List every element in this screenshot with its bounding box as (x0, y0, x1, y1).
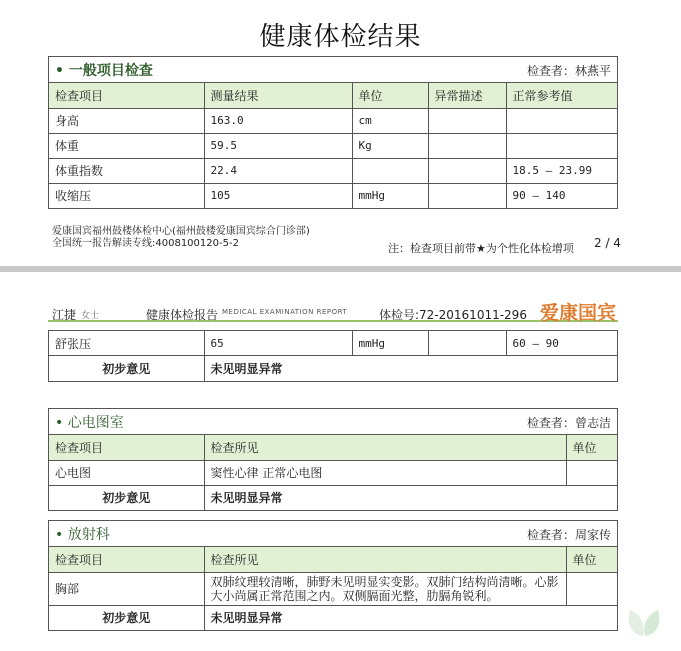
opinion-row (49, 485, 617, 510)
radiology-title: • 放射科 (55, 527, 110, 543)
reference-cell (506, 108, 617, 133)
item-cell: 胸部 (49, 572, 204, 605)
col-header-item: 检查项目 (49, 83, 204, 108)
exam-number: 体检号:72-20161011-296 (379, 308, 527, 322)
patient-gender: 女士 (81, 311, 100, 321)
radiology-table (49, 547, 617, 630)
item-cell: 体重 (49, 133, 204, 158)
unit-cell: mmHg (352, 183, 428, 208)
unit-cell: Kg (352, 133, 428, 158)
result-cell: 105 (204, 183, 352, 208)
radiology-header (49, 521, 617, 547)
patient-name: 江捷 (52, 308, 77, 322)
abnormal-cell (428, 108, 506, 133)
item-cell: 收缩压 (49, 183, 204, 208)
result-cell: 22.4 (204, 158, 352, 183)
finding-cell: 双肺纹理较清晰，肺野未见明显实变影。双肺门结构尚清晰。心影大小尚属正常范围之内。双侧膈面光整，肋膈角锐利。 (204, 572, 566, 605)
ecg-title: • 心电图室 (55, 415, 124, 431)
radiology-examiner: 检查者：周家传 (526, 528, 611, 542)
general-exam-continued (48, 330, 618, 382)
ecg-section (48, 408, 618, 511)
ecg-examiner: 检查者：曾志洁 (526, 416, 611, 430)
opinion-value: 未见明显异常 (204, 356, 617, 381)
col-header-abnormal: 异常描述 (428, 83, 506, 108)
unit-cell (352, 158, 428, 183)
page-title: 健康体检结果 (259, 22, 422, 52)
brand-logo: 爱康国宾 (539, 302, 616, 324)
general-exam-section (48, 56, 618, 209)
general-exam-table (49, 83, 617, 208)
report-title-en: MEDICAL EXAMINATION REPORT (222, 308, 348, 316)
table-row (49, 331, 617, 356)
abnormal-cell (428, 183, 506, 208)
opinion-row (49, 605, 617, 630)
footer-note: 注：检查项目前带★为个性化体检增项 (388, 242, 574, 255)
table-row (49, 108, 617, 133)
unit-cell: cm (352, 108, 428, 133)
footer-center-info (52, 226, 310, 250)
item-cell: 身高 (49, 108, 204, 133)
footer-hotline: 全国统一报告解读专线:4008100120-5-2 (52, 238, 239, 249)
general-exam-header (49, 57, 617, 83)
reference-cell: 60 — 90 (506, 331, 617, 356)
result-cell: 65 (204, 331, 352, 356)
general-exam-title: • 一般项目检查 (55, 63, 153, 79)
reference-cell: 90 — 140 (506, 183, 617, 208)
report-title: 健康体检报告 (146, 308, 219, 322)
general-cont-table (49, 330, 617, 381)
unit-cell (566, 572, 617, 605)
item-cell: 体重指数 (49, 158, 204, 183)
col-header-unit: 单位 (566, 547, 617, 572)
opinion-label: 初步意见 (49, 356, 204, 381)
opinion-value: 未见明显异常 (204, 605, 617, 630)
opinion-row (49, 356, 617, 381)
ecg-table (49, 435, 617, 510)
page-number: 2 / 4 (594, 236, 621, 250)
finding-cell: 窦性心律 正常心电图 (204, 460, 566, 485)
abnormal-cell (428, 331, 506, 356)
general-examiner: 检查者：林燕平 (526, 64, 611, 78)
col-header-result: 测量结果 (204, 83, 352, 108)
ecg-header (49, 409, 617, 435)
item-cell: 舒张压 (49, 331, 204, 356)
leaf-logo-icon (624, 604, 664, 638)
unit-cell (566, 460, 617, 485)
result-cell: 163.0 (204, 108, 352, 133)
footer-center-name: 爱康国宾福州鼓楼体检中心(福州鼓楼爱康国宾综合门诊部) (52, 226, 310, 237)
col-header-item: 检查项目 (49, 435, 204, 460)
col-header-finding: 检查所见 (204, 547, 566, 572)
opinion-value: 未见明显异常 (204, 485, 617, 510)
abnormal-cell (428, 133, 506, 158)
reference-cell: 18.5 — 23.99 (506, 158, 617, 183)
result-cell: 59.5 (204, 133, 352, 158)
reference-cell (506, 133, 617, 158)
table-row (49, 460, 617, 485)
unit-cell: mmHg (352, 331, 428, 356)
report-header (48, 296, 618, 322)
col-header-item: 检查项目 (49, 547, 204, 572)
opinion-label: 初步意见 (49, 485, 204, 510)
col-header-finding: 检查所见 (204, 435, 566, 460)
table-row (49, 158, 617, 183)
col-header-unit: 单位 (352, 83, 428, 108)
radiology-section (48, 520, 618, 631)
item-cell: 心电图 (49, 460, 204, 485)
page-divider (0, 266, 681, 272)
opinion-label: 初步意见 (49, 605, 204, 630)
col-header-unit: 单位 (566, 435, 617, 460)
abnormal-cell (428, 158, 506, 183)
table-row (49, 183, 617, 208)
table-row (49, 572, 617, 605)
col-header-reference: 正常参考值 (506, 83, 617, 108)
table-row (49, 133, 617, 158)
